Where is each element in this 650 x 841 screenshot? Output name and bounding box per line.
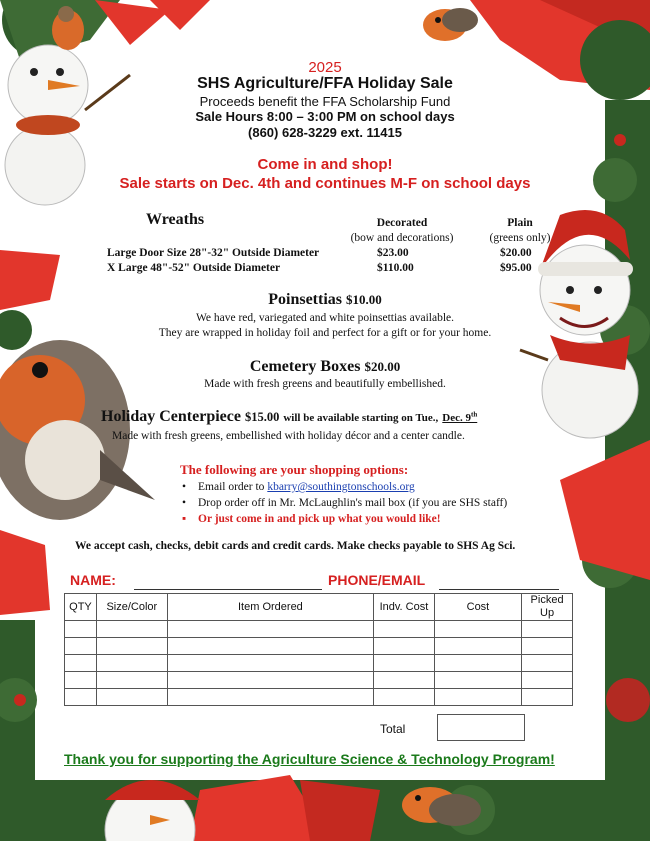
cell-input[interactable]	[434, 672, 521, 689]
poinsettias-heading-line	[0, 291, 650, 309]
footer-thanks: Thank you for supporting the Agriculture Science & Technology Program!	[64, 751, 555, 767]
cell-input[interactable]	[167, 672, 373, 689]
cell-input[interactable]	[374, 638, 435, 655]
table-row	[65, 638, 573, 655]
cell-input[interactable]	[96, 621, 167, 638]
phone-number: (860) 628-3229 ext. 11415	[248, 125, 402, 140]
cell-input[interactable]	[96, 655, 167, 672]
cell-input[interactable]	[65, 672, 97, 689]
announce-line-2: Sale starts on Dec. 4th and continues M-F on school days	[119, 175, 531, 192]
cell-input[interactable]	[65, 689, 97, 706]
cell-input[interactable]	[374, 672, 435, 689]
email-link[interactable]: kbarry@southingtonschools.org	[267, 481, 415, 493]
cell-input[interactable]	[167, 621, 373, 638]
cemetery-line-1: Made with fresh greens and beautifully embellished.	[204, 378, 446, 390]
centerpiece-price: $15.00	[244, 410, 280, 424]
cell-input[interactable]	[434, 638, 521, 655]
wreaths-heading: Wreaths	[146, 211, 205, 228]
cell-input[interactable]	[434, 621, 521, 638]
centerpiece-heading-line	[101, 408, 477, 426]
poinsettias-heading: Poinsettias	[268, 291, 343, 308]
cell-input[interactable]	[522, 621, 573, 638]
col-cost: Cost	[434, 594, 521, 621]
total-field[interactable]	[437, 714, 525, 741]
centerpiece-line-1: Made with fresh greens, embellished with holiday décor and a center candle.	[112, 430, 465, 442]
centerpiece-date	[442, 412, 477, 424]
cell-input[interactable]	[522, 672, 573, 689]
cell-input[interactable]	[96, 638, 167, 655]
cell-input[interactable]	[167, 638, 373, 655]
table-row	[65, 672, 573, 689]
cell-input[interactable]	[167, 689, 373, 706]
cell-input[interactable]	[65, 655, 97, 672]
wreath-row-plain: $20.00	[500, 247, 532, 259]
cemetery-price: $20.00	[364, 359, 401, 374]
poinsettias-line-2: They are wrapped in holiday foil and perfect for a gift or for your home.	[158, 327, 492, 339]
phone-email-field[interactable]	[439, 575, 559, 590]
wreath-row-plain: $95.00	[500, 262, 532, 274]
wreaths-col-decorated	[342, 216, 462, 246]
options-heading: The following are your shopping options:	[180, 462, 409, 477]
centerpiece-date-text: Dec. 9	[442, 412, 472, 424]
option-email	[180, 479, 580, 495]
phone-email-label: PHONE/EMAIL	[328, 572, 426, 588]
cell-input[interactable]	[374, 621, 435, 638]
cell-input[interactable]	[96, 689, 167, 706]
header-subtitle: Proceeds benefit the FFA Scholarship Fund	[199, 94, 451, 109]
wreath-row-label: X Large 48"-52" Outside Diameter	[107, 262, 281, 274]
wreath-row-label: Large Door Size 28"-32" Outside Diameter	[107, 247, 320, 259]
decorated-sub: (bow and decorations)	[350, 232, 454, 244]
sale-hours: Sale Hours 8:00 – 3:00 PM on school days	[195, 109, 455, 124]
cell-input[interactable]	[374, 655, 435, 672]
table-row	[65, 621, 573, 638]
order-table	[64, 593, 573, 706]
centerpiece-note: will be available starting on Tue.,	[283, 412, 439, 424]
cell-input[interactable]	[167, 655, 373, 672]
order-table-header	[65, 594, 573, 621]
col-size-color: Size/Color	[96, 594, 167, 621]
table-row	[65, 655, 573, 672]
header-year: 2025	[308, 59, 342, 76]
option-email-prefix: Email order to	[198, 481, 265, 493]
cell-input[interactable]	[65, 621, 97, 638]
options-list	[180, 479, 580, 527]
wreath-row-decorated: $23.00	[377, 247, 409, 259]
cell-input[interactable]	[522, 655, 573, 672]
table-row	[65, 689, 573, 706]
plain-sub: (greens only)	[489, 232, 551, 244]
plain-heading: Plain	[507, 217, 533, 229]
wreath-row-decorated: $110.00	[377, 262, 414, 274]
centerpiece-date-sup: th	[471, 410, 478, 419]
cell-input[interactable]	[96, 672, 167, 689]
name-field[interactable]	[134, 575, 322, 590]
poinsettias-line-1: We have red, variegated and white poinsettias available.	[195, 312, 455, 324]
cell-input[interactable]	[522, 689, 573, 706]
payment-info: We accept cash, checks, debit cards and credit cards. Make checks payable to SHS Ag Sci.	[75, 540, 516, 552]
cemetery-heading: Cemetery Boxes	[249, 358, 361, 375]
centerpiece-heading: Holiday Centerpiece	[101, 408, 241, 425]
robin-top-right-icon	[423, 8, 478, 41]
wreaths-col-plain	[480, 216, 560, 246]
page-title: SHS Agriculture/FFA Holiday Sale	[197, 75, 453, 92]
col-item-ordered: Item Ordered	[167, 594, 373, 621]
option-drop: • Drop order off in Mr. McLaughlin's mail box (if you are SHS staff)	[180, 495, 580, 511]
cell-input[interactable]	[522, 638, 573, 655]
total-label: Total	[380, 722, 406, 736]
option-walkin: ▪ Or just come in and pick up what you would like!	[180, 511, 580, 527]
announce-line-1: Come in and shop!	[257, 156, 393, 173]
cell-input[interactable]	[374, 689, 435, 706]
cell-input[interactable]	[434, 689, 521, 706]
cemetery-heading-line	[0, 358, 650, 376]
col-indv-cost: Indv. Cost	[374, 594, 435, 621]
decorated-heading: Decorated	[376, 217, 428, 229]
col-qty: QTY	[65, 594, 97, 621]
name-label: NAME:	[70, 572, 116, 588]
cell-input[interactable]	[434, 655, 521, 672]
cell-input[interactable]	[65, 638, 97, 655]
wreath-row	[107, 261, 567, 276]
bottom-greenery-icon	[0, 775, 650, 841]
wreath-row	[107, 246, 567, 261]
poinsettias-price: $10.00	[346, 292, 382, 307]
col-picked-up: Picked Up	[522, 594, 573, 621]
